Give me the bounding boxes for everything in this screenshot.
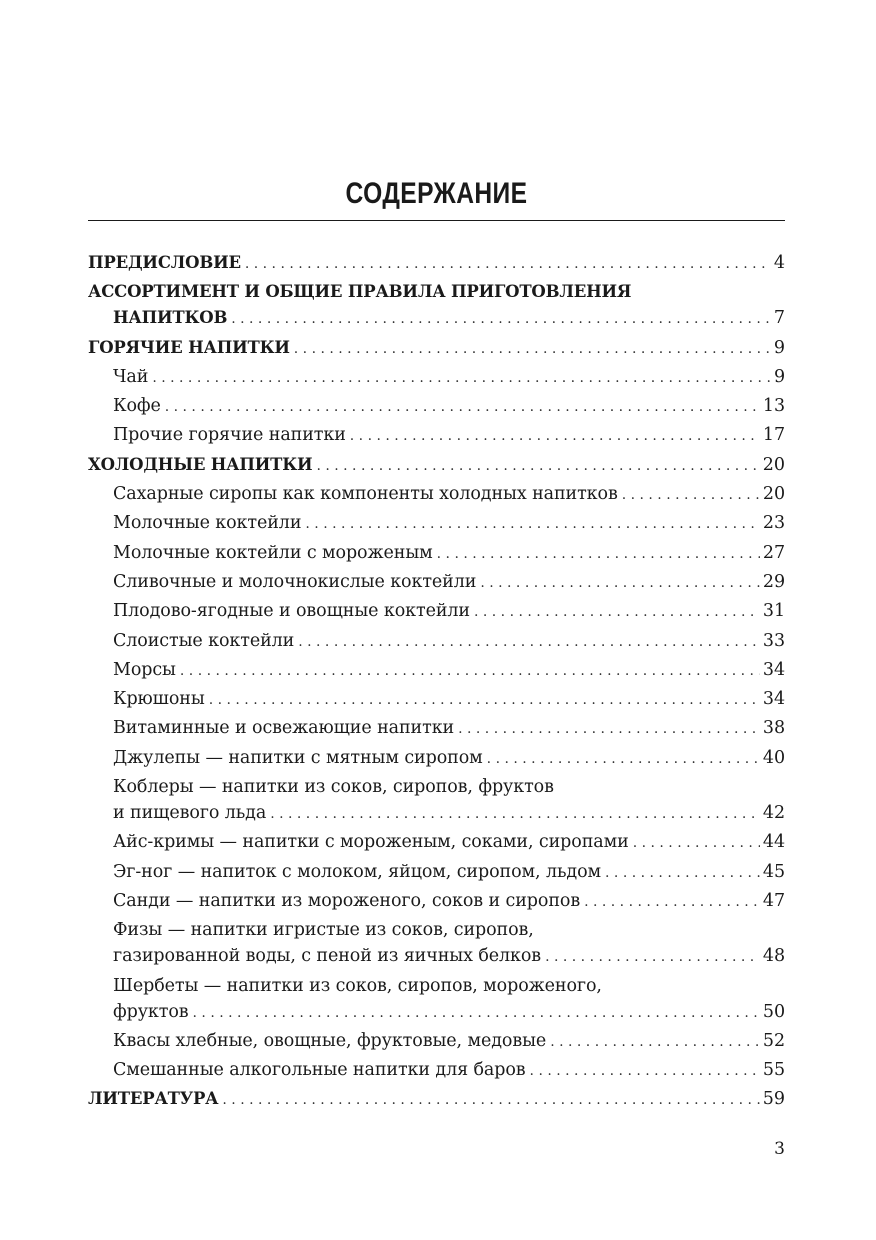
toc-entry-title: Смешанные алкогольные напитки для баров xyxy=(113,1057,530,1083)
toc-entry[interactable] xyxy=(113,481,785,507)
toc-page-number: 40 xyxy=(760,745,785,771)
toc-entry-title: Квасы хлебные, овощные, фруктовые, медовые xyxy=(113,1028,550,1054)
toc-page-number: 47 xyxy=(760,888,785,914)
toc-page-number: 48 xyxy=(760,943,785,969)
toc-leader-dots xyxy=(231,306,771,332)
toc-entry[interactable] xyxy=(113,715,785,741)
toc-page-number: 38 xyxy=(760,715,785,741)
toc-page-number: 45 xyxy=(760,859,785,885)
toc-entry[interactable] xyxy=(113,364,785,390)
toc-entry-title: Эг-ног — напиток с молоком, яйцом, сиропом, льдом xyxy=(113,859,605,885)
toc-entry-title: Санди — напитки из мороженого, соков и сиропов xyxy=(113,888,584,914)
toc-entry[interactable] xyxy=(113,393,785,419)
toc-leader-dots xyxy=(622,482,760,508)
toc-entry-title: АССОРТИМЕНТ И ОБЩИЕ ПРАВИЛА ПРИГОТОВЛЕНИЯ xyxy=(88,279,635,305)
page-number: 3 xyxy=(774,1139,785,1159)
toc-page-number: 7 xyxy=(771,305,785,331)
toc-leader-dots xyxy=(209,687,760,713)
page-title: СОДЕРЖАНИЕ xyxy=(345,177,528,210)
toc-entry-title: фруктов xyxy=(113,999,193,1025)
toc-page-number: 27 xyxy=(760,540,785,566)
toc-entry[interactable] xyxy=(88,1086,785,1112)
toc-page-number: 23 xyxy=(760,510,785,536)
toc-leader-dots xyxy=(545,944,760,970)
toc-entry[interactable] xyxy=(88,250,785,276)
toc-leader-dots xyxy=(298,629,760,655)
toc-leader-dots xyxy=(305,511,760,537)
toc-page-number: 4 xyxy=(771,250,785,276)
toc-leader-dots xyxy=(270,801,760,827)
toc-page-number: 33 xyxy=(760,628,785,654)
toc-entry-title: Чай xyxy=(113,364,152,390)
toc-entry-title: Коблеры — напитки из соков, сиропов, фруктов xyxy=(113,774,558,800)
toc-entry-title: Кофе xyxy=(113,393,165,419)
toc-leader-dots xyxy=(458,716,760,742)
toc-entry[interactable] xyxy=(113,859,785,885)
toc-entry[interactable] xyxy=(113,1057,785,1083)
toc-entry[interactable] xyxy=(113,888,785,914)
toc-leader-dots xyxy=(474,599,760,625)
toc-leader-dots xyxy=(222,1087,759,1113)
toc-page-number: 34 xyxy=(760,686,785,712)
title-divider xyxy=(88,220,785,221)
toc-page-number: 31 xyxy=(760,598,785,624)
toc-entry[interactable] xyxy=(88,279,785,331)
toc-entry-title: Прочие горячие напитки xyxy=(113,422,350,448)
toc-leader-dots xyxy=(584,889,760,915)
toc-entry-title: Слоистые коктейли xyxy=(113,628,298,654)
toc-entry-title: Айс-кримы — напитки с мороженым, соками, сиропами xyxy=(113,829,633,855)
toc-page-number: 13 xyxy=(760,393,785,419)
toc-entry[interactable] xyxy=(113,598,785,624)
toc-leader-dots xyxy=(245,251,771,277)
toc-entry[interactable] xyxy=(113,973,785,1025)
toc-entry-title: ПРЕДИСЛОВИЕ xyxy=(88,250,245,276)
toc-page-number: 34 xyxy=(760,657,785,683)
toc-page-number: 52 xyxy=(760,1028,785,1054)
table-of-contents xyxy=(88,250,785,1116)
toc-entry[interactable] xyxy=(113,686,785,712)
toc-entry-title: Шербеты — напитки из соков, сиропов, мороженого, xyxy=(113,973,606,999)
toc-entry[interactable] xyxy=(113,628,785,654)
toc-entry[interactable] xyxy=(88,335,785,361)
toc-leader-dots xyxy=(193,1000,760,1026)
toc-page-number: 17 xyxy=(760,422,785,448)
toc-page-number: 29 xyxy=(760,569,785,595)
toc-entry[interactable] xyxy=(113,569,785,595)
toc-page-number: 59 xyxy=(760,1086,785,1112)
toc-entry-title: Молочные коктейли xyxy=(113,510,305,536)
toc-entry[interactable] xyxy=(88,452,785,478)
toc-entry-title: НАПИТКОВ xyxy=(113,305,231,331)
toc-entry-title: Витаминные и освежающие напитки xyxy=(113,715,458,741)
toc-entry-title: Сахарные сиропы как компоненты холодных напитков xyxy=(113,481,622,507)
toc-leader-dots xyxy=(480,570,760,596)
toc-leader-dots xyxy=(316,453,759,479)
toc-entry-title: Молочные коктейли с мороженым xyxy=(113,540,437,566)
toc-entry[interactable] xyxy=(113,657,785,683)
toc-entry-title: Крюшоны xyxy=(113,686,209,712)
toc-entry[interactable] xyxy=(113,1028,785,1054)
toc-entry-title: Физы — напитки игристые из соков, сиропов, xyxy=(113,917,538,943)
toc-leader-dots xyxy=(437,541,760,567)
toc-leader-dots xyxy=(530,1058,760,1084)
toc-page-number: 20 xyxy=(760,452,785,478)
toc-entry-title: ГОРЯЧИЕ НАПИТКИ xyxy=(88,335,294,361)
toc-entry-title: газированной воды, с пеной из яичных белков xyxy=(113,943,545,969)
toc-entry-title: Плодово-ягодные и овощные коктейли xyxy=(113,598,474,624)
toc-entry-title: ХОЛОДНЫЕ НАПИТКИ xyxy=(88,452,316,478)
toc-leader-dots xyxy=(487,746,760,772)
toc-leader-dots xyxy=(550,1029,760,1055)
toc-entry[interactable] xyxy=(113,540,785,566)
toc-leader-dots xyxy=(350,423,760,449)
toc-page-number: 9 xyxy=(771,364,785,390)
toc-entry[interactable] xyxy=(113,829,785,855)
toc-leader-dots xyxy=(152,365,771,391)
toc-entry-title: Сливочные и молочнокислые коктейли xyxy=(113,569,480,595)
toc-page-number: 9 xyxy=(771,335,785,361)
toc-entry[interactable] xyxy=(113,422,785,448)
toc-entry[interactable] xyxy=(113,917,785,969)
toc-leader-dots xyxy=(605,860,760,886)
toc-leader-dots xyxy=(165,394,760,420)
toc-page-number: 55 xyxy=(760,1057,785,1083)
toc-entry[interactable] xyxy=(113,510,785,536)
toc-entry-title: и пищевого льда xyxy=(113,800,270,826)
toc-page-number: 50 xyxy=(760,999,785,1025)
toc-page-number: 20 xyxy=(760,481,785,507)
toc-entry-title: Морсы xyxy=(113,657,180,683)
toc-page-number: 44 xyxy=(760,829,785,855)
toc-entry-title: Джулепы — напитки с мятным сиропом xyxy=(113,745,487,771)
toc-leader-dots xyxy=(633,830,760,856)
toc-leader-dots xyxy=(294,336,771,362)
toc-leader-dots xyxy=(180,658,760,684)
toc-entry[interactable] xyxy=(113,745,785,771)
toc-page-number: 42 xyxy=(760,800,785,826)
toc-entry[interactable] xyxy=(113,774,785,826)
toc-entry-title: ЛИТЕРАТУРА xyxy=(88,1086,222,1112)
